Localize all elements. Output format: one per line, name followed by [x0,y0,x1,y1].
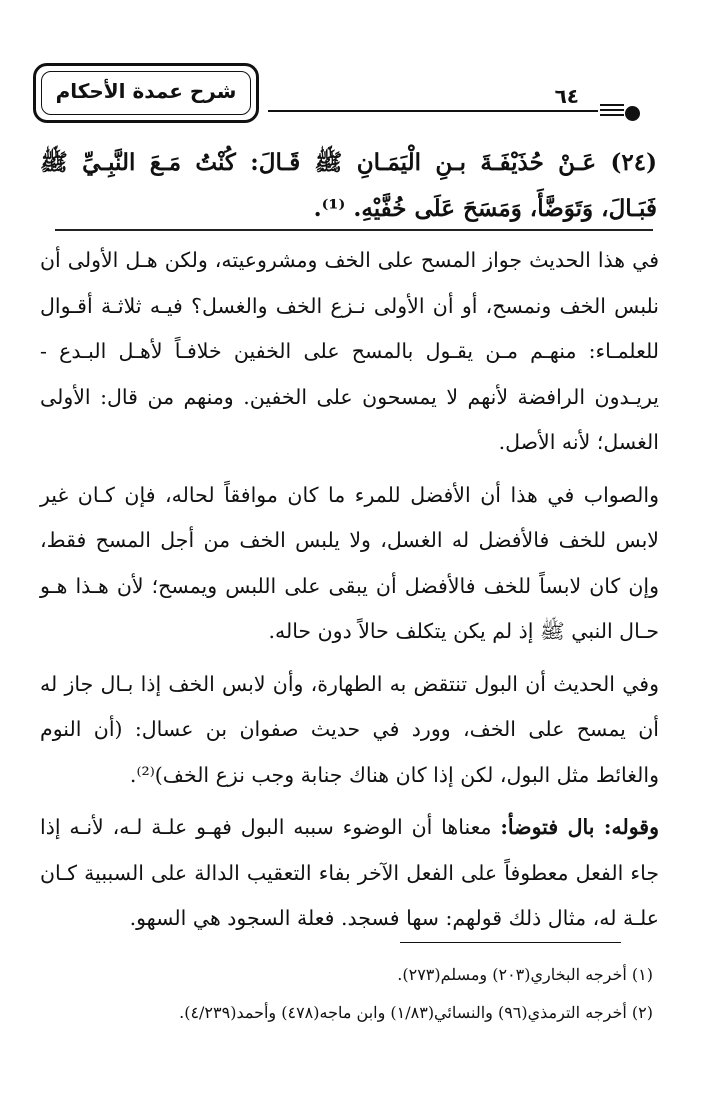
paragraph [40,473,659,655]
paragraph-text: والصواب في هذا أن الأفضل للمرء ما كان موافقاً لحاله، فإن كـان غير لابس للخف فالأفضل له الغسل، ولا يلبس الخف من أجل المسح فقط، وإن كان لابساً للخف فالأفضل أن يبقى على اللبس ويمسح؛ لأن هـذا هـو حـال النبي ﷺ إذ لم يكن يتكلف حالاً دون حاله. [40,482,659,643]
header-ornament-dot [625,106,640,121]
book-title: شرح عمدة الأحكام [55,79,237,103]
hadith-text: (٢٤) عَـنْ حُذَيْفَـةَ بـنِ الْيَمَـانِ ﷺ قَـالَ: كُنْتُ مَـعَ النَّبِـيِّ ﷺ فَبَـالَ، وَتَوَضَّأَ، وَمَسَحَ عَلَى خُفَّيْهِ. ⁽¹⁾. [40,149,657,222]
paragraph-text: معناها أن الوضوء سببه البول فهـو علـة لـه، لأنـه إذا جاء الفعل معطوفاً على الفعل الآخر بفاء التعقيب الدالة على السببية كـان علـة له، مثال ذلك قولهم: سها فسجد. فعلة السجود هي السهو. [40,815,659,930]
page-number: ٦٤ [554,84,579,108]
commentary-body [40,238,659,949]
paragraph-text: وفي الحديث أن البول تنتقض به الطهارة، وأن لابس الخف إذا بـال جاز له أن يمسح على الخف، وورد في حديث صفوان بن عسال: (أن النوم والغائط مثل البول، لكن إذا كان هناك جنابة وجب نزع الخف)⁽²⁾. [40,671,659,787]
paragraph [40,662,659,799]
paragraph [40,805,659,942]
paragraph-lead: وقوله: بال فتوضأ: [500,815,659,839]
footnote: (١) أخرجه البخاري(٢٠٣) ومسلم(٢٧٣). [397,965,653,984]
paragraph-text: في هذا الحديث جواز المسح على الخف ومشروعيته، ولكن هـل الأولى أن نلبس الخف ونمسح، أو أن الأولى نـزع الخف والغسل؟ فيـه ثلاثـة أقـوال للعلمـاء: منهـم مـن يقـول بالمسح على الخفين خلافـاً لأهـل البـدع - يريـدون الرافضة لأنهم لا يمسحون على الخفين. ومنهم من قال: الأولى الغسل؛ لأنه الأصل. [40,248,659,454]
hadith-divider [55,229,653,231]
footnote-divider [400,942,621,943]
footnote: (٢) أخرجه الترمذي(٩٦) والنسائي(١/٨٣) وابن ماجه(٤٧٨) وأحمد(٤/٢٣٩). [179,1003,653,1022]
header-ornament-lines [600,104,624,118]
header-rule [268,110,598,112]
book-title-frame [33,63,259,123]
footnotes [40,956,653,1032]
paragraph [40,238,659,466]
